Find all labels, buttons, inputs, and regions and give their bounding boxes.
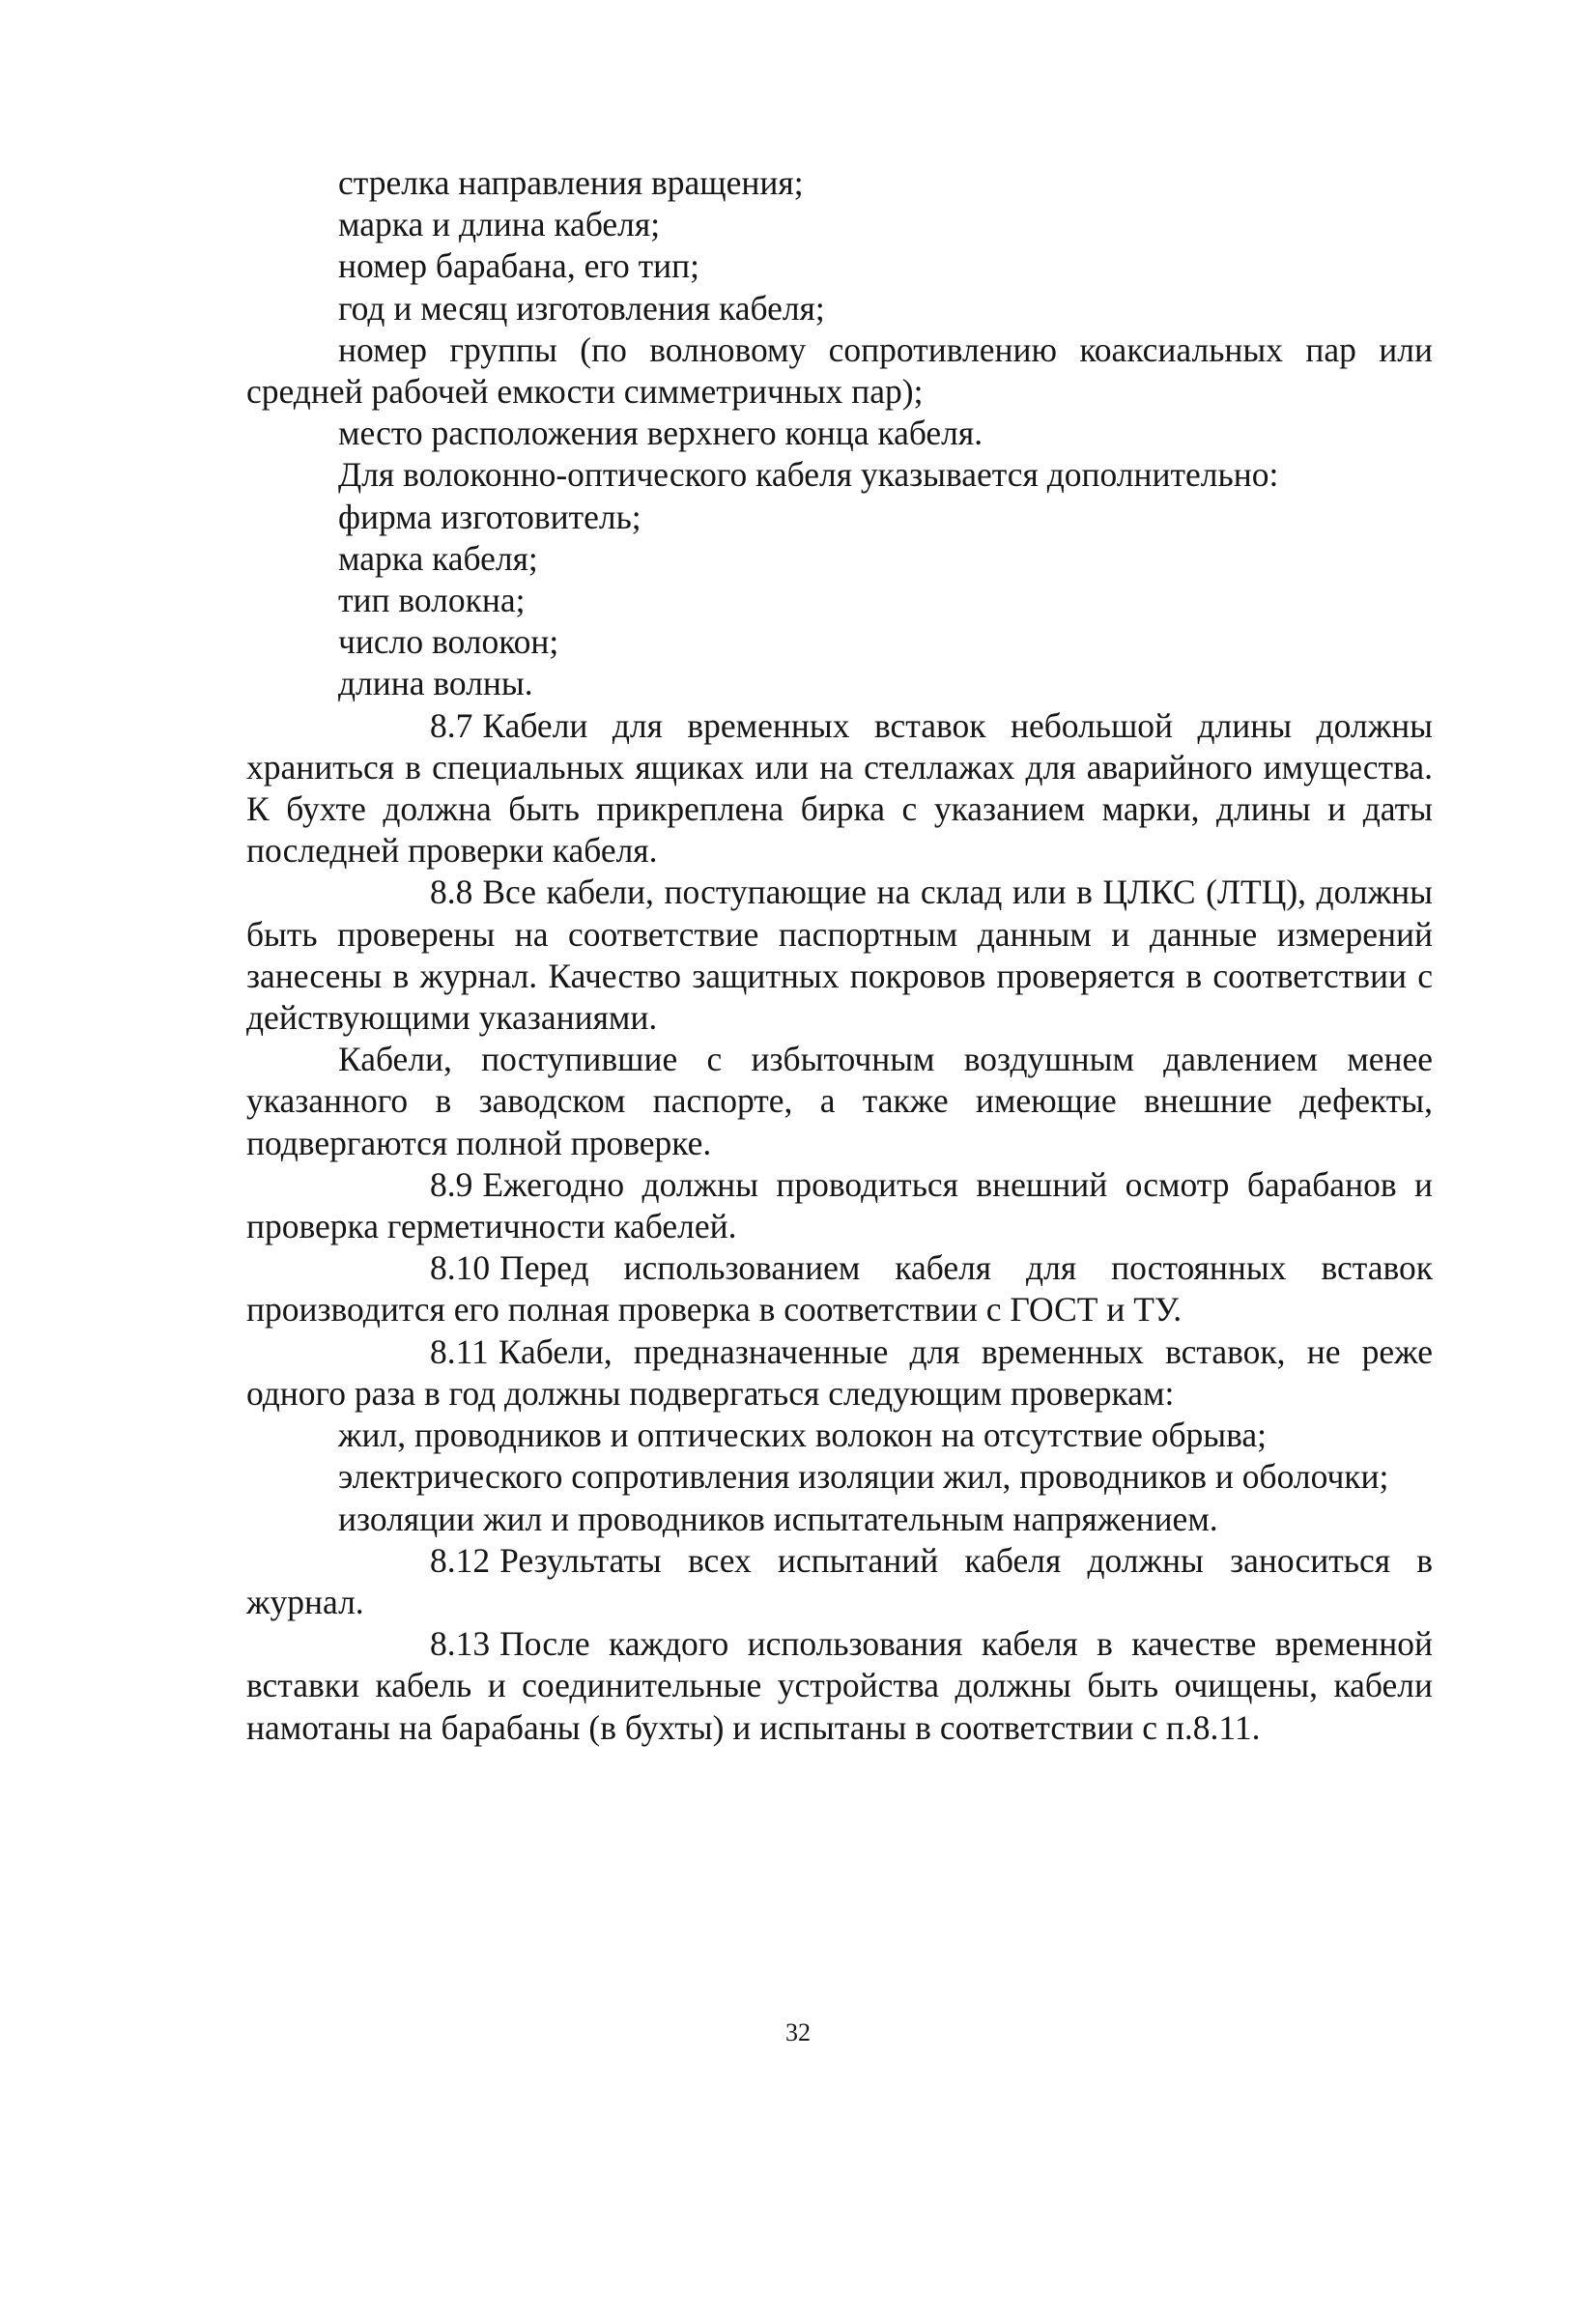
fiber-intro: Для волоконно-оптического кабеля указывается дополнительно:: [338, 455, 1279, 495]
list-item: стрелка направления вращения;: [338, 163, 804, 202]
section-8-13: [246, 1623, 1433, 1749]
list-item: изоляции жил и проводников испытательным напряжением.: [338, 1499, 1218, 1538]
section-number: 8.8: [430, 872, 473, 912]
list-item: год и месяц изготовления кабеля;: [338, 288, 825, 328]
section-text: Кабели, предназначенные для временных вставок, не реже одного раза в год должны подвергаться следующим проверкам:: [246, 1331, 1433, 1413]
list-item: марка кабеля;: [338, 538, 538, 578]
list-item: электрического сопротивления изоляции жил, проводников и оболочки;: [338, 1457, 1389, 1497]
list-item: место расположения верхнего конца кабеля.: [338, 414, 983, 453]
section-8-7: [246, 705, 1433, 872]
page-number: 32: [785, 2018, 811, 2046]
section-number: 8.10: [430, 1248, 491, 1288]
section-8-8-continuation: Кабели, поступившие с избыточным воздушным давлением менее указанного в заводском паспорте, а также имеющие внешние дефекты, подвергаются полной проверке.: [246, 1040, 1433, 1162]
section-number: 8.12: [430, 1540, 491, 1580]
section-8-8: [246, 872, 1433, 1039]
section-number: 8.11: [430, 1331, 489, 1371]
section-8-10: [246, 1247, 1433, 1330]
section-8-12: [246, 1540, 1433, 1623]
list-item: длина волны.: [338, 664, 533, 703]
section-8-11: [246, 1331, 1433, 1415]
document-body: [246, 162, 1433, 1749]
section-text: Результаты всех испытаний кабеля должны заноситься в журнал.: [246, 1540, 1433, 1621]
list-item: номер барабана, его тип;: [338, 246, 699, 286]
list-item: тип волокна;: [338, 581, 526, 620]
section-text: Перед использованием кабеля для постоянных вставок производится его полная проверка в соответствии с ГОСТ и ТУ.: [246, 1248, 1433, 1330]
list-item: марка и длина кабеля;: [338, 205, 661, 244]
section-text: Кабели для временных вставок небольшой длины должны храниться в специальных ящиках или на стеллажах для аварийного имущества. К бухте должна быть прикреплена бирка с указанием марки, длины и даты последней проверки кабеля.: [246, 705, 1433, 871]
list-item: фирма изготовитель;: [338, 497, 641, 536]
section-number: 8.13: [430, 1624, 491, 1664]
section-text: После каждого использования кабеля в качестве временной вставки кабель и соединительные устройства должны быть очищены, кабели намотаны на барабаны (в бухты) и испытаны в соответствии с п.8.11.: [246, 1624, 1433, 1747]
section-text: Все кабели, поступающие на склад или в ЦЛКС (ЛТЦ), должны быть проверены на соответствие паспортным данным и данные измерений занесены в журнал. Качество защитных покровов проверяется в соответствии с действующими указаниями.: [246, 872, 1433, 1038]
list-item: число волокон;: [338, 622, 559, 662]
section-number: 8.9: [430, 1164, 473, 1204]
section-number: 8.7: [430, 705, 473, 745]
list-item: жил, проводников и оптических волокон на отсутствие обрыва;: [338, 1416, 1268, 1455]
section-text: Ежегодно должны проводиться внешний осмотр барабанов и проверка герметичности кабелей.: [246, 1164, 1433, 1246]
list-item: номер группы (по волновому сопротивлению коаксиальных пар или средней рабочей емкости симметричных пар);: [246, 329, 1433, 412]
section-8-9: [246, 1164, 1433, 1247]
